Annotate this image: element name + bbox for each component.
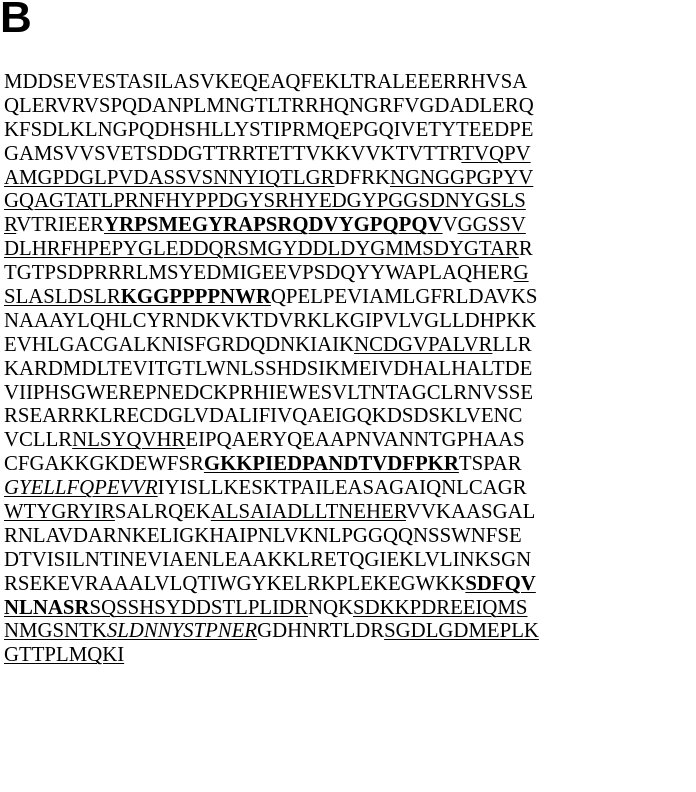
sequence-segment: CFGAKKGKDEWFSR xyxy=(4,452,204,476)
underlined-peptide-segment: SLASLDSLR xyxy=(4,285,121,309)
underlined-peptide-segment: NLSYQVHR xyxy=(72,428,186,452)
underlined-peptide-segment: DLHRFHPEPYGLEDDQRSMGYDDLDYGMMSDYGTAR xyxy=(4,237,519,261)
sequence-line xyxy=(4,428,694,452)
sequence-segment: VIIPHSGWEREPNEDCKPRHIEWESVLTNTAGCLRNVSSE xyxy=(4,380,534,404)
bold-peptide-segment: NLNASR xyxy=(4,595,90,619)
sequence-segment: LLR xyxy=(492,332,532,356)
sequence-segment: VTRIEER xyxy=(16,213,105,237)
underlined-peptide-segment: TVQPV xyxy=(461,141,531,165)
sequence-line xyxy=(4,572,694,596)
sequence-segment: KARDMDLTEVITGTLWNLSSHDSIKMEIVDHALHALTDE xyxy=(4,356,533,380)
underlined-peptide-segment: NCDGVPALVR xyxy=(354,332,493,356)
sequence-line xyxy=(4,619,694,643)
bold-peptide-segment: KGGPPPPNWR xyxy=(120,285,271,309)
sequence-line xyxy=(4,596,694,620)
sequence-segment: R xyxy=(518,237,533,261)
sequence-line xyxy=(4,500,694,524)
bold-peptide-segment: GKKPIEDPANDTVDFPKR xyxy=(203,452,459,476)
sequence-line xyxy=(4,94,694,118)
underlined-peptide-segment: ALSAIADLLTNEHER xyxy=(210,500,406,524)
sequence-segment: VCLLR xyxy=(4,428,73,452)
sequence-segment: QPELPEVIAMLGFRLDAVKS xyxy=(270,285,538,309)
sequence-segment: IYISLLKESKTPAILEASAGAIQNLCAGR xyxy=(157,476,527,500)
sequence-line xyxy=(4,452,694,476)
bold-peptide-segment: SDFQV xyxy=(465,571,536,595)
underlined-peptide-segment: GTTPLMQKI xyxy=(4,643,125,667)
sequence-segment: GAMSVVSVETSDDGTTRRTETTVKKVVKTVTTR xyxy=(4,141,462,165)
sequence-segment: RSEARRKLRECDGLVDALIFIVQAEIGQKDSDSKLVENC xyxy=(4,404,523,428)
sequence-segment: MDDSEVESTASILASVKEQEAQFEKLTRALEEERRHVSA xyxy=(4,70,528,93)
sequence-segment: TGTPSDPRRRLMSYEDMIGEEVPSDQYYWAPLAQHER xyxy=(4,261,514,285)
sequence-segment: NAAAYLQHLCYRNDKVKTDVRKLKGIPVLVGLLDHPKK xyxy=(4,308,537,332)
sequence-line xyxy=(4,357,694,381)
sequence-segment: DFRK xyxy=(334,165,390,189)
underlined-peptide-segment: AMGPDGLPVDASSVSNNYIQTLGR xyxy=(4,165,335,189)
sequence-line xyxy=(4,381,694,405)
sequence-segment: QLERVRVSPQDANPLMNGTLTRRHQNGRFVGDADLERQ xyxy=(4,93,534,117)
sequence-line xyxy=(4,189,694,213)
sequence-line xyxy=(4,213,694,237)
sequence-line xyxy=(4,70,694,94)
sequence-segment: EVHLGACGALKNISFGRDQDNKIAIK xyxy=(4,332,355,356)
sequence-segment: SALRQEK xyxy=(114,500,211,524)
sequence-segment: RNLAVDARNKELIGKHAIPNLVKNLPGGQQNSSWNFSE xyxy=(4,523,522,547)
sequence-segment: GDHNRTLDR xyxy=(257,619,385,643)
sequence-segment: EIPQAERYQEAAPNVANNTGPHAAS xyxy=(185,428,525,452)
underlined-peptide-segment: SDKKPDREEIQMS xyxy=(353,595,528,619)
underlined-peptide-segment: NMGSNTK xyxy=(4,619,107,643)
sequence-line xyxy=(4,309,694,333)
sequence-segment: VVKAASGAL xyxy=(405,500,536,524)
sequence-line xyxy=(4,285,694,309)
underlined-peptide-segment: SQSSHSYDDSTLPLIDR xyxy=(89,595,308,619)
protein-sequence xyxy=(4,70,694,667)
underlined-peptide-segment: R xyxy=(4,213,17,237)
underlined-peptide-segment: WTYGRYIR xyxy=(4,500,115,524)
sequence-segment: KFSDLKLNGPQDHSHLLYSTIPRMQEPGQIVETYTEEDPE xyxy=(4,117,534,141)
underlined-peptide-segment: SGDLGDMEPLK xyxy=(384,619,539,643)
sequence-segment: DTVISILNTINEVIAENLEAAKKLRETQGIEKLVLINKSGN xyxy=(4,547,532,571)
sequence-line xyxy=(4,548,694,572)
underlined-peptide-segment: NGNGGPGPYV xyxy=(389,165,534,189)
panel-label: B xyxy=(0,0,32,42)
sequence-line xyxy=(4,524,694,548)
sequence-line xyxy=(4,476,694,500)
underlined-peptide-segment: GQAGTATLPRNFHYPPDGYSRHYEDGYPGGSDNYGSLS xyxy=(4,189,526,213)
bold-peptide-segment: YRPSMEGYRAPSRQDVYGPQPQV xyxy=(104,213,443,237)
sequence-line xyxy=(4,166,694,190)
underlined-peptide-segment: GGSSV xyxy=(457,213,526,237)
sequence-line xyxy=(4,333,694,357)
italic-peptide-segment: GYELLFQPEVVR xyxy=(4,476,158,500)
sequence-segment: NQK xyxy=(307,595,353,619)
underlined-peptide-segment: G xyxy=(513,261,529,285)
italic-peptide-segment: SLDNNYSTPNER xyxy=(106,619,258,643)
sequence-line xyxy=(4,118,694,142)
sequence-line xyxy=(4,237,694,261)
sequence-segment: V xyxy=(442,213,458,237)
sequence-line xyxy=(4,404,694,428)
sequence-segment: RSEKEVRAAALVLQTIWGYKELRKPLEKEGWKK xyxy=(4,571,466,595)
sequence-segment: TSPAR xyxy=(458,452,522,476)
sequence-line xyxy=(4,261,694,285)
sequence-line xyxy=(4,142,694,166)
sequence-line xyxy=(4,643,694,667)
